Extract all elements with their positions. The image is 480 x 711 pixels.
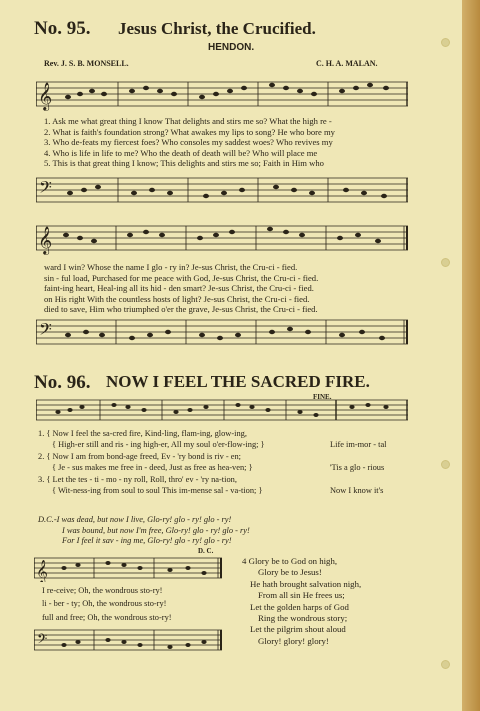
verse-line: ward I win? Whose the name I glo - ry in? Je-sus Christ, the Cru-ci - fied. [44, 262, 298, 272]
dc-line: D.C.-I was dead, but now I live, Glo-ry! glo - ry! glo - ry! [38, 515, 232, 524]
verse-line: 1. { Now I feel the sa-cred fire, Kind-ling, flam-ing, glow-ing, [38, 429, 247, 438]
music-staff [34, 626, 222, 654]
fine-mark: FINE. [313, 393, 332, 401]
svg-text:𝄢: 𝄢 [39, 321, 52, 343]
hymn-96-verse-4 [242, 556, 361, 647]
side-line: 'Tis a glo - rious [330, 462, 385, 472]
hymn-95-number: No. 95. [34, 18, 91, 39]
hymn-96-dc-lines [38, 515, 250, 547]
hymn-95-author: Rev. J. S. B. MONSELL. [44, 59, 129, 68]
chorus-line: full and free; Oh, the wondrous sto-ry! [42, 612, 172, 622]
binding-hole [441, 460, 450, 469]
verse-line: sin - ful load, Purchased for me peace with God, Je-sus Christ, the Cru-ci - fied. [44, 272, 319, 283]
hymn-95-title: Jesus Christ, the Crucified. [118, 19, 316, 38]
side-line: Life im-mor - tal [330, 440, 387, 449]
binding-hole [441, 258, 450, 267]
verse-line: died to save, Him who triumphed o'er the grave, Je-sus Christ, the Cru-ci - fied. [44, 304, 318, 315]
hymn-95-verses-part-2 [44, 262, 318, 315]
hymn-95-tune: HENDON. [208, 42, 255, 53]
verse-line: 2. { Now I am from bond-age freed, Ev - 'ry bond is riv - en; [38, 451, 241, 461]
dc-line: For I feel it sav - ing me, Glo-ry! glo - ry! glo - ry! [62, 536, 232, 546]
hymn-95-verses-part-1 [44, 116, 335, 169]
verse-line: 4. Who is life in life to me? Who the death of death will be? Who will place me [44, 147, 318, 158]
svg-text:𝄞: 𝄞 [38, 228, 53, 254]
verse-4-line: From all sin He frees us; [258, 590, 345, 601]
verse-line: faint-ing heart, Heal-ing all its hid - den smart? Je-sus Christ, the Cru-ci - fied. [44, 283, 314, 294]
music-staff [34, 554, 222, 582]
dc-mark: D. C. [198, 547, 214, 555]
verse-line: 3. Who de-feats my fiercest foes? Who consoles my saddest woes? Who revives my [44, 137, 333, 148]
verse-line: { Wit-ness-ing from soul to soul This im-mense sal - va-tion; } [52, 486, 263, 496]
music-staff [36, 172, 408, 210]
verse-line: 5. This is that great thing I know; This delights and stirs me so; Faith in Him who [44, 158, 324, 169]
chorus-line: li - ber - ty; Oh, the wondrous sto-ry! [42, 599, 167, 609]
music-staff [36, 74, 408, 112]
verse-line: { Je - sus makes me free in - deed, Just as free as hea-ven; } [52, 463, 253, 473]
verse-line: on His right With the countless hosts of light? Je-sus Christ, the Cru-ci - fied. [44, 293, 310, 304]
verse-4-line: Let the golden harps of God [250, 601, 349, 612]
hymn-96-side-lines [330, 434, 387, 502]
hymn-96-number: No. 96. [34, 372, 91, 393]
verse-4-line: He hath brought salvation nigh, [250, 578, 362, 589]
verse-4-line: Let the pilgrim shout aloud [250, 624, 346, 635]
verse-line: { High-er still and ris - ing high-er, All my soul o'er-flow-ing; } [52, 440, 265, 450]
hymn-96-title: NOW I FEEL THE SACRED FIRE. [106, 372, 370, 391]
svg-text:𝄢: 𝄢 [37, 633, 48, 650]
chorus-line: I re-ceive; Oh, the wondrous sto-ry! [42, 586, 163, 595]
binding-hole [441, 660, 450, 669]
music-staff [36, 396, 408, 426]
verse-4-line: Ring the wondrous story; [258, 613, 348, 624]
dc-line: I was bound, but now I'm free, Glo-ry! glo - ry! glo - ry! [62, 525, 250, 535]
hymn-95-composer: C. H. A. MALAN. [316, 59, 378, 68]
side-line: Now I know it's [330, 485, 384, 495]
verse-4-line: 4 Glory be to God on high, [242, 556, 338, 566]
music-staff [36, 218, 408, 256]
verse-line: 2. What is faith's foundation strong? What awakes my lips to song? He who bore my [44, 126, 335, 137]
verse-line: 3. { Let the tes - ti - mo - ny roll, Roll, thro' ev - 'ry na-tion, [38, 474, 237, 484]
svg-text:𝄞: 𝄞 [38, 84, 53, 110]
svg-text:𝄢: 𝄢 [39, 179, 52, 201]
hymn-96-chorus [42, 584, 172, 624]
hymn-96-verses [38, 428, 265, 496]
music-staff [36, 314, 408, 352]
verse-4-line: Glory be to Jesus! [258, 567, 322, 578]
binding-hole [441, 38, 450, 47]
verse-4-line: Glory! glory! glory! [258, 635, 329, 646]
svg-text:𝄞: 𝄞 [36, 561, 48, 582]
book-edge [462, 0, 480, 711]
verse-line: 1. Ask me what great thing I know That delights and stirs me so? What the high re - [44, 116, 332, 126]
